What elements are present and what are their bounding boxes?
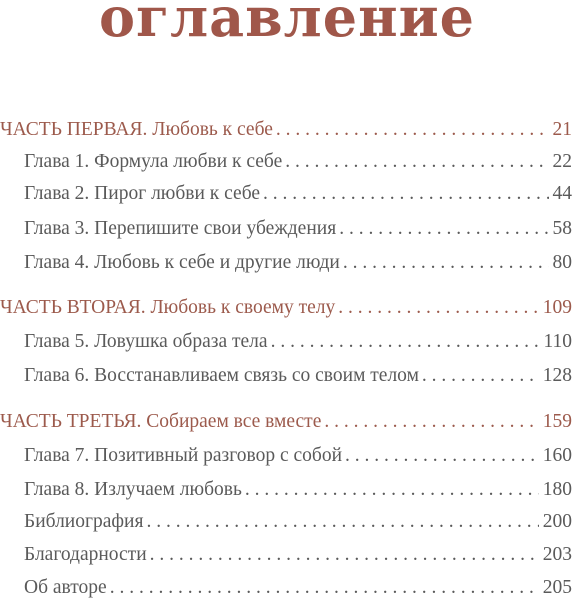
toc-entry-chapter-5[interactable] [24, 328, 572, 356]
toc-leader-dots [146, 508, 538, 536]
toc-entry-chapter-6[interactable] [24, 362, 572, 390]
toc-leader-dots [324, 408, 538, 436]
page-title: оглавление [98, 0, 476, 49]
toc-entry-page: 58 [552, 218, 572, 239]
toc-entry-about-author[interactable] [24, 574, 572, 602]
toc-entry-chapter-7[interactable] [24, 442, 572, 470]
toc-entry-page: 180 [542, 479, 572, 500]
toc-entry-acknowledgements[interactable] [24, 541, 572, 569]
toc-entry-label: ЧАСТЬ ТРЕТЬЯ. Собираем все вместе [0, 411, 322, 432]
toc-entry-page: 44 [552, 183, 572, 204]
toc-entry-label: Глава 2. Пирог любви к себе [24, 183, 261, 204]
toc-entry-label: Глава 6. Восстанавливаем связь со своим телом [24, 365, 419, 386]
toc-entry-chapter-2[interactable] [24, 180, 572, 208]
toc-leader-dots [110, 574, 539, 602]
toc-entry-label: Об авторе [24, 577, 107, 598]
toc-entry-page: 22 [552, 151, 572, 172]
toc-entry-page: 21 [552, 119, 572, 140]
toc-leader-dots [343, 249, 549, 277]
toc-entry-page: 80 [552, 252, 572, 273]
toc-entry-page: 203 [542, 544, 572, 565]
toc-leader-dots [276, 116, 549, 144]
toc-entry-page: 200 [542, 511, 572, 532]
toc-leader-dots [150, 541, 539, 569]
toc-entry-bibliography[interactable] [24, 508, 572, 536]
toc-entry-label: ЧАСТЬ ВТОРАЯ. Любовь к своему телу [0, 297, 336, 318]
toc-leader-dots [338, 294, 539, 322]
toc-entry-page: 160 [542, 445, 572, 466]
toc-entry-label: Библиография [24, 511, 144, 532]
toc-leader-dots [285, 148, 548, 176]
toc-entry-label: Глава 8. Излучаем любовь [24, 479, 242, 500]
toc-entry-chapter-3[interactable] [24, 215, 572, 243]
toc-entry-label: Благодарности [24, 544, 147, 565]
toc-entry-chapter-1[interactable] [24, 148, 572, 176]
toc-entry-chapter-8[interactable] [24, 476, 572, 504]
toc-entry-part-3[interactable] [0, 408, 572, 436]
toc-entry-page: 205 [542, 577, 572, 598]
toc-entry-part-1[interactable] [0, 116, 572, 144]
toc-entry-chapter-4[interactable] [24, 249, 572, 277]
toc-entry-page: 109 [542, 297, 572, 318]
toc-entry-part-2[interactable] [0, 294, 572, 322]
toc-entry-label: Глава 7. Позитивный разговор с собой [24, 445, 343, 466]
toc-entry-label: Глава 5. Ловушка образа тела [24, 331, 268, 352]
toc-entry-page: 110 [543, 331, 572, 352]
toc-leader-dots [245, 476, 539, 504]
toc-leader-dots [345, 442, 539, 470]
toc-entry-label: Глава 4. Любовь к себе и другие люди [24, 252, 340, 273]
toc-leader-dots [263, 180, 548, 208]
toc-entry-page: 159 [542, 411, 572, 432]
toc-entry-label: Глава 3. Перепишите свои убеждения [24, 218, 337, 239]
toc-entry-label: Глава 1. Формула любви к себе [24, 151, 283, 172]
toc-entry-label: ЧАСТЬ ПЕРВАЯ. Любовь к себе [0, 119, 273, 140]
toc-leader-dots [422, 362, 539, 390]
toc-entry-page: 128 [542, 365, 572, 386]
toc-leader-dots [339, 215, 548, 243]
toc-leader-dots [271, 328, 540, 356]
